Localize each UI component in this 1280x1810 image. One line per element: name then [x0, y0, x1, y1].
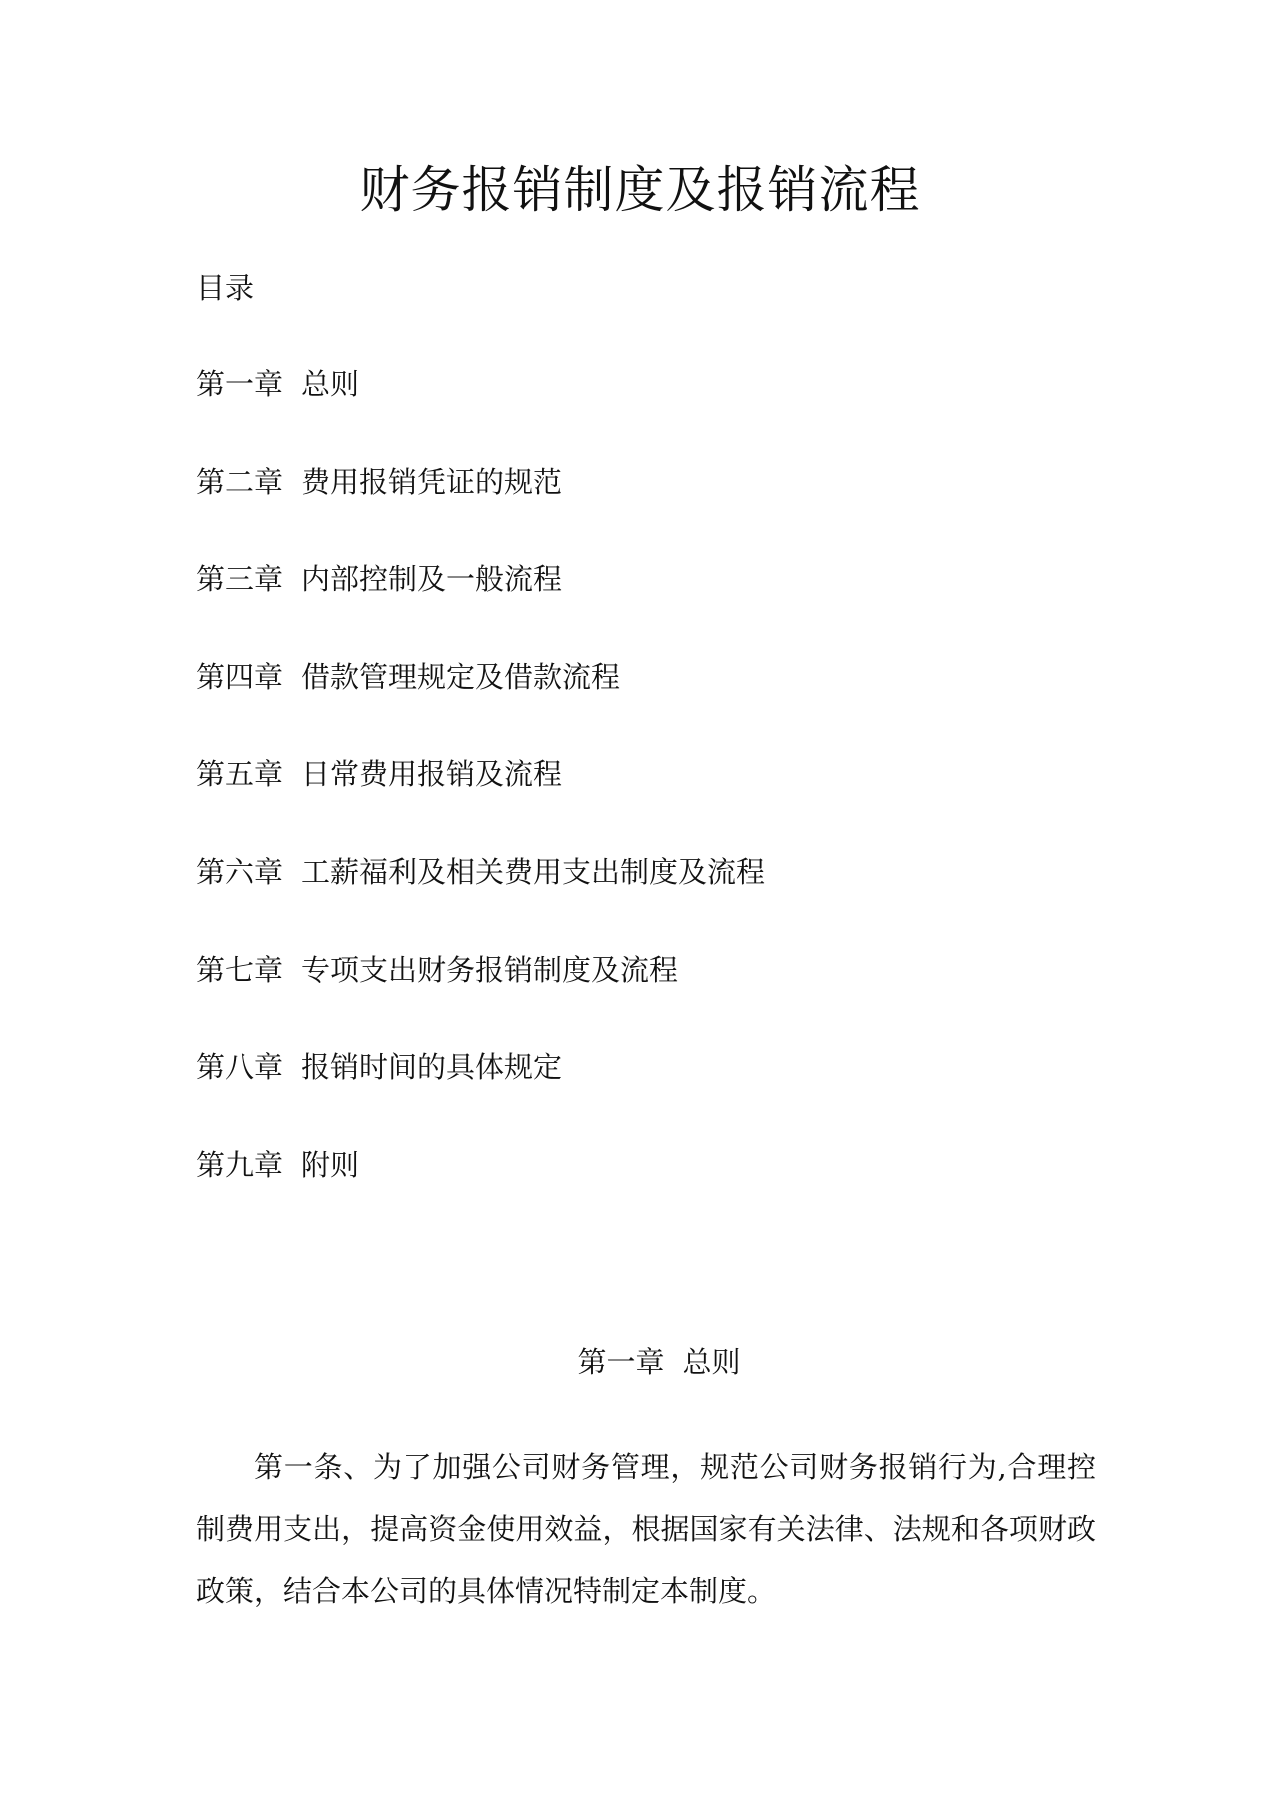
toc-item-chapter-3: [196, 561, 765, 659]
toc-chapter-title: 借款管理规定及借款流程: [301, 659, 621, 694]
article-1-paragraph: 第一条、为了加强公司财务管理，规范公司财务报销行为,合理控制费用支出，提高资金使用效益，根据国家有关法律、法规和各项财政政策，结合本公司的具体情况特制定本制度。: [196, 1450, 1096, 1608]
toc-chapter-title: 总则: [301, 367, 360, 401]
table-of-contents: [196, 366, 765, 1244]
toc-item-chapter-8: [196, 1049, 765, 1147]
toc-item-chapter-5: [196, 756, 765, 854]
toc-chapter-number: 第七章: [196, 952, 284, 987]
toc-chapter-title: 内部控制及一般流程: [301, 562, 563, 597]
toc-chapter-title: 专项支出财务报销制度及流程: [301, 952, 679, 987]
toc-chapter-title: 日常费用报销及流程: [301, 757, 563, 792]
toc-chapter-title: 报销时间的具体规定: [301, 1050, 563, 1085]
toc-chapter-number: 第六章: [196, 854, 284, 889]
toc-item-chapter-2: [196, 464, 765, 562]
chapter-number: 第一章: [577, 1345, 665, 1379]
chapter-title: 总则: [682, 1345, 741, 1379]
toc-chapter-number: 第四章: [196, 659, 284, 694]
toc-chapter-title: 费用报销凭证的规范: [301, 464, 563, 499]
toc-item-chapter-6: [196, 854, 765, 952]
toc-item-chapter-9: [196, 1147, 765, 1245]
document-title: 财务报销制度及报销流程: [359, 161, 921, 219]
toc-chapter-title: 附则: [301, 1147, 360, 1182]
toc-chapter-number: 第八章: [196, 1050, 284, 1085]
toc-chapter-number: 第一章: [196, 367, 284, 401]
toc-chapter-title: 工薪福利及相关费用支出制度及流程: [301, 854, 766, 889]
toc-item-chapter-4: [196, 659, 765, 757]
chapter-1-heading: [0, 1344, 1280, 1380]
toc-chapter-number: 第九章: [196, 1147, 284, 1182]
toc-chapter-number: 第三章: [196, 562, 284, 597]
toc-chapter-number: 第二章: [196, 464, 284, 499]
toc-item-chapter-1: [196, 366, 765, 464]
toc-heading: 目录: [196, 271, 255, 305]
toc-chapter-number: 第五章: [196, 757, 284, 792]
toc-item-chapter-7: [196, 952, 765, 1050]
